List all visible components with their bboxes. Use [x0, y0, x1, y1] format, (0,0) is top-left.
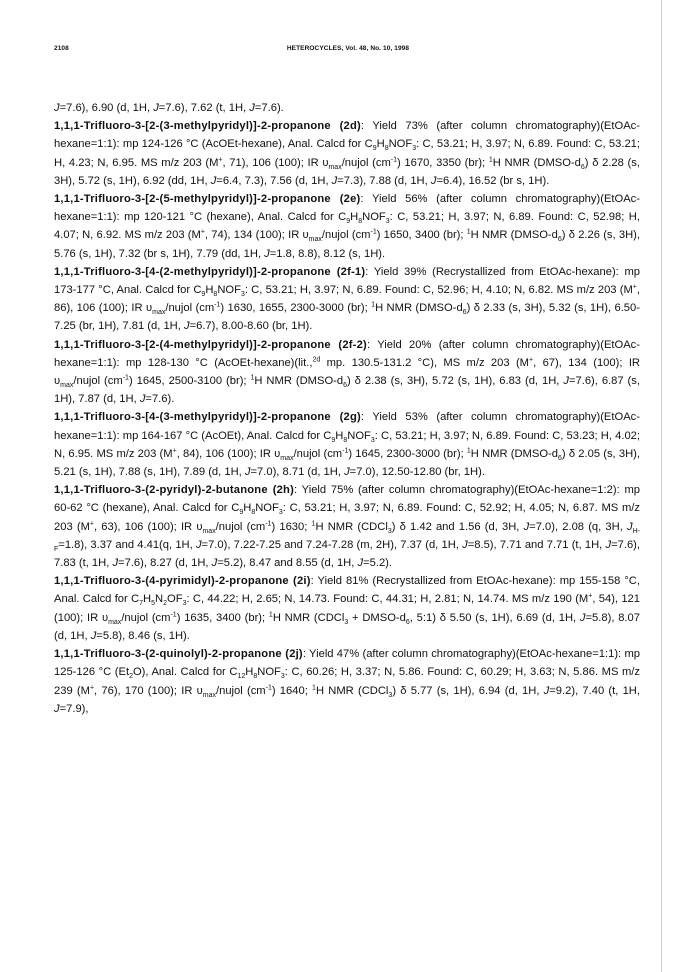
compound-name: 1,1,1-Trifluoro-3-(2-quinolyl)-2-propanone (2j) [54, 648, 303, 661]
compound-entry [54, 408, 640, 481]
compound-data: : Yield 56% (after column chromatography)(EtOAc-hexane=1:1): mp 120-121 °C (hexane), Anal. Calcd for $C_9H_8NOF_3$: C, 53.21; H, 3.97; N, 6.89. Found: C, 52.98; H, 4.07; N, 6.92. MS m/z 203 (M+, 74), 134 (100); IR $\upsilon_{max}$/nujol $(cm^{-1})$ 1650, 3400 (br); $^1$H NMR $(DMSO-d_6)$ δ 2.26 (s, 3H), 5.76 (s, 1H), 7.32 (br s, 1H), 7.79 (dd, 1H, J=1.8, 8.8), 8.12 (s, 1H). [54, 193, 640, 260]
compound-name: 1,1,1-Trifluoro-3-[2-(5-methylpyridyl)]-2-propanone (2e) [54, 193, 361, 206]
compound-data: : Yield 47% (after column chromatography)(EtOAc-hexane=1:1): mp 125-126 °C $(Et_2O)$, Anal. Calcd for $C_{12}H_8NOF_3$: C, 60.26; H, 3.37; N, 5.86. Found: C, 60.29; H, 3.63; N, 5.86. MS m/z 239 (M+, 76), 170 (100); IR $\upsilon_{max}$/nujol $(cm^{-1})$ 1640; $^1$H NMR (CDCl$_3$) δ 5.77 (s, 1H), 6.94 (d, 1H, J=9.2), 7.40 (t, 1H, J=7.9), [54, 648, 641, 715]
compound-name: 1,1,1-Trifluoro-3-(2-pyridyl)-2-butanone (2h) [54, 484, 295, 497]
compound-name: 1,1,1-Trifluoro-3-[2-(3-methylpyridyl)]-2-propanone (2d) [54, 120, 361, 133]
compound-data: : Yield 53% (after column chromatography)(EtOAc-hexane=1:1): mp 164-167 °C (AcOEt), Anal. Calcd for $C_9H_8NOF_3$: C, 53.21; H, 3.97; N, 6.89. Found: C, 53.23; H, 4.02; N, 6.95. MS m/z 203 (M+, 84), 106 (100); IR $\upsilon_{max}$/nujol $(cm^{-1})$ 1645, 2300-3000 (br); $^1$H NMR $(DMSO-d_6)$ δ 2.05 (s, 3H), 5.21 (s, 1H), 7.88 (s, 1H), 7.89 (d, 1H, J=7.0), 8.71 (d, 1H, J=7.0), 12.50-12.80 (br, 1H). [54, 411, 641, 479]
compound-name: 1,1,1-Trifluoro-3-[2-(4-methylpyridyl)]-2-propanone (2f-2) [54, 338, 367, 351]
compound-entry [54, 645, 640, 718]
compound-name: 1,1,1-Trifluoro-3-[4-(3-methylpyridyl)]-2-propanone (2g) [54, 411, 361, 424]
compound-data: : Yield 73% (after column chromatography)(EtOAc-hexane=1:1): mp 124-126 °C (AcOEt-hexane), Anal. Calcd for $C_9H_8NOF_3$: C, 53.21; H, 3.97; N, 6.89. Found: C, 53.21; H, 4.23; N, 6.95. MS m/z 203 (M+, 71), 106 (100); IR $\upsilon_{max}$/nujol $(cm^{-1})$ 1670, 3350 (br); $^1$H NMR $(DMSO-d_6)$ δ 2.28 (s, 3H), 5.72 (s, 1H), 6.92 (dd, 1H, J=6.4, 7.3), 7.56 (d, 1H, J=7.3), 7.88 (d, 1H, J=6.4), 16.52 (br s, 1H). [54, 120, 641, 187]
experimental-text [54, 99, 640, 718]
compound-data: : Yield 39% (Recrystallized from EtOAc-hexane): mp 173-177 °C, Anal. Calcd for $C_9H_8NOF_3$: C, 53.21; H, 3.97; N, 6.89. Found: C, 52.96; H, 4.10; N, 6.82. MS m/z 203 (M+, 86), 106 (100); IR $\upsilon_{max}$/nujol $(cm^{-1})$ 1630, 1655, 2300-3000 (br); $^1$H NMR $(DMSO-d_6)$ δ 2.33 (s, 3H), 5.32 (s, 1H), 6.50-7.25 (br, 1H), 7.81 (d, 1H, J=6.7), 8.00-8.60 (br, 1H). [54, 265, 640, 333]
compound-data: : Yield 81% (Recrystallized from EtOAc-hexane): mp 155-158 °C, Anal. Calcd for $C_7H_5N_2OF_3$: C, 44.22; H, 2.65; N, 14.73. Found: C, 44.31; H, 2.81; N, 14.74. MS m/z 190 (M+, 54), 121 (100); IR $\upsilon_{max}$/nujol $(cm^{-1})$ 1635, 3400 (br); $^1$H NMR (CDCl$_3$ + DMSO-$d_6$, 5:1) δ 5.50 (s, 1H), 6.69 (d, 1H, J=5.8), 8.07 (d, 1H, J=5.8), 8.46 (s, 1H). [54, 575, 640, 642]
journal-header: HETEROCYCLES, Vol. 48, No. 10, 1998 [286, 45, 410, 52]
compound-name: 1,1,1-Trifluoro-3-[4-(2-methylpyridyl)]-2-propanone (2f-1) [54, 265, 366, 278]
compound-name: 1,1,1-Trifluoro-3-(4-pyrimidyl)-2-propanone (2i) [54, 575, 311, 588]
continued-paragraph [54, 99, 640, 117]
compound-entry [54, 117, 640, 190]
compound-entry [54, 572, 640, 645]
compound-data: : Yield 20% (after column chromatography)(EtOAc-hexane=1:1): mp 128-130 °C (AcOEt-hexane)(lit.,$^{2d}$ mp. 130.5-131.2 °C), MS m/z 203 (M+, 67), 134 (100); IR $\upsilon_{max}$/nujol $(cm^{-1})$ 1645, 2500-3100 (br); $^1$H NMR $(DMSO-d_6)$ δ 2.38 (s, 3H), 5.72 (s, 1H), 6.83 (d, 1H, J=7.6), 6.87 (s, 1H), 7.87 (d, 1H, J=7.6). [54, 338, 641, 406]
running-header [54, 45, 642, 59]
compound-entry [54, 263, 640, 336]
compound-data: : Yield 75% (after column chromatography)(EtOAc-hexane=1:2): mp 60-62 °C (hexane), Anal. Calcd for $C_9H_8NOF_3$: C, 53.21; H, 3.97; N, 6.89. Found: C, 52.92; H, 4.05; N, 6.87. MS m/z 203 (M+, 63), 106 (100); IR $\upsilon_{max}$/nujol $(cm^{-1})$ 1630; $^1$H NMR (CDCl$_3$) δ 1.42 and 1.56 (d, 3H, J=7.0), 2.08 (q, 3H, $J_{H-F}=1.8$), 3.37 and 4.41(q, 1H, J=7.0), 7.22-7.25 and 7.24-7.28 (m, 2H), 7.37 (d, 1H, J=8.5), 7.71 and 7.71 (t, 1H, J=7.6), 7.83 (t, 1H, J=7.6), 8.27 (d, 1H, J=5.2), 8.47 and 8.55 (d, 1H, J=5.2). [54, 484, 640, 570]
compound-data: J=7.6), 6.90 (d, 1H, J=7.6), 7.62 (t, 1H, J=7.6). [54, 102, 284, 114]
compound-entry [54, 481, 640, 572]
compound-entry [54, 190, 640, 263]
page-number: 2108 [54, 45, 69, 52]
compound-entry [54, 336, 640, 409]
